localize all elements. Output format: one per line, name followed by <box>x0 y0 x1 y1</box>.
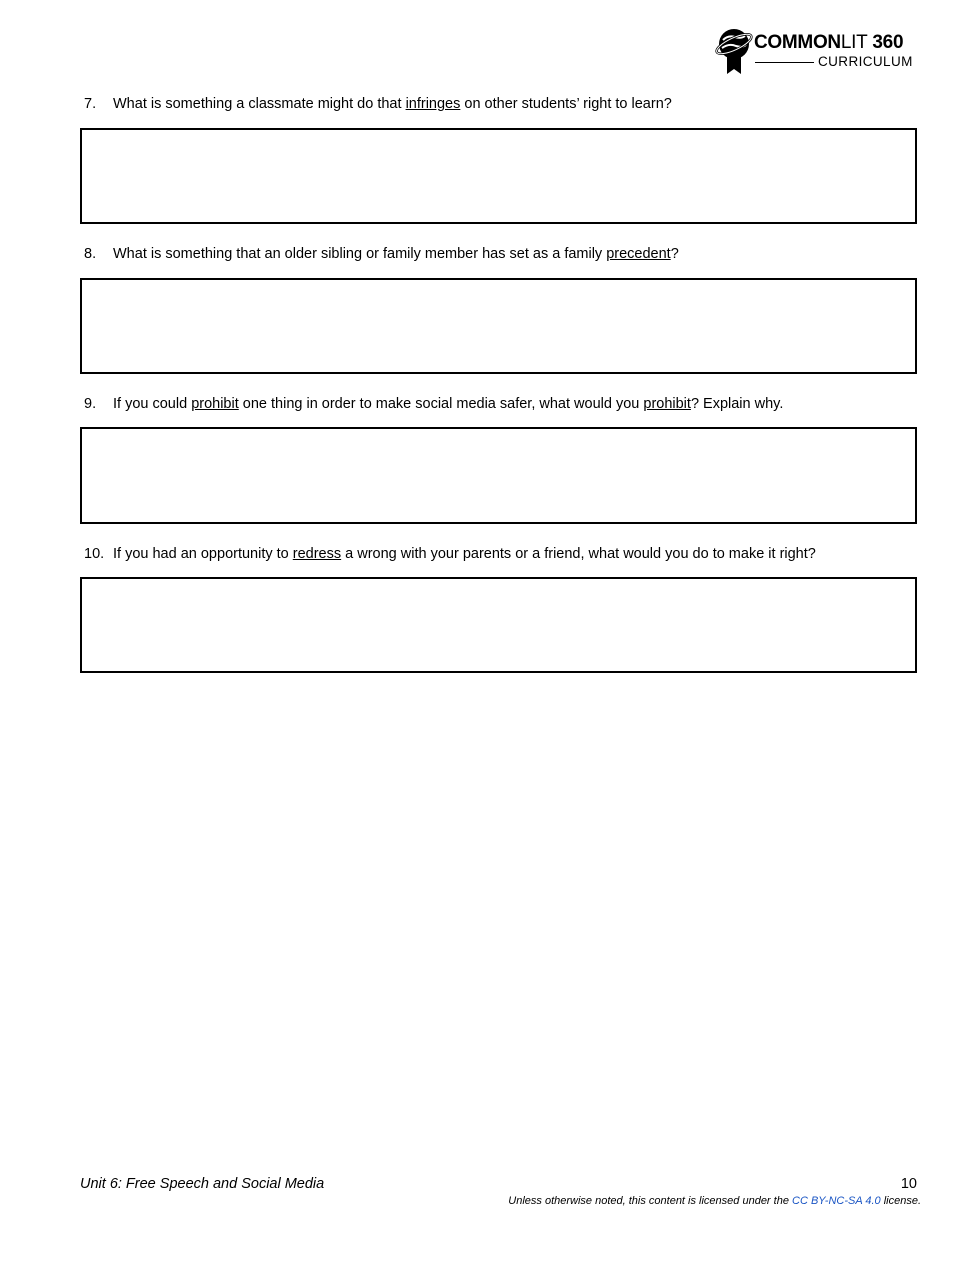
question-9 <box>84 394 783 414</box>
question-number: 9. <box>84 396 97 412</box>
unit-title: Unit 6: Free Speech and Social Media <box>80 1176 325 1192</box>
question-10 <box>84 544 816 564</box>
logo-brand-light: LIT <box>840 32 868 53</box>
question-text: If you had an opportunity to <box>113 546 293 562</box>
license-link[interactable]: CC BY-NC-SA 4.0 <box>792 1195 881 1207</box>
logo-wordmark <box>754 32 903 54</box>
logo-divider <box>755 62 814 63</box>
question-text: ? <box>670 246 679 262</box>
question-text: If you could <box>113 396 192 412</box>
question-8 <box>84 244 679 264</box>
logo-brand-number: 360 <box>872 32 904 53</box>
logo-subtitle: CURRICULUM <box>818 54 913 69</box>
license-notice <box>508 1193 921 1209</box>
vocab-term-prohibit: prohibit <box>191 396 239 412</box>
vocab-term-precedent: precedent <box>606 246 671 262</box>
license-text: Unless otherwise noted, this content is licensed under the <box>508 1195 792 1207</box>
answer-box-7[interactable] <box>80 128 917 224</box>
answer-box-9[interactable] <box>80 427 917 524</box>
vocab-term-infringes: infringes <box>405 96 461 112</box>
question-number: 7. <box>84 96 97 112</box>
vocab-term-redress: redress <box>292 546 342 562</box>
logo-brand-bold: COMMON <box>754 32 841 53</box>
question-text: on other students’ right to learn? <box>460 96 672 112</box>
question-text: ? Explain why. <box>690 396 784 412</box>
question-text: What is something that an older sibling or family member has set as a family <box>113 246 607 262</box>
question-text: a wrong with your parents or a friend, what would you do to make it right? <box>341 546 816 562</box>
license-text: license. <box>880 1195 921 1207</box>
answer-box-10[interactable] <box>80 577 917 673</box>
question-number: 8. <box>84 246 97 262</box>
question-text: What is something a classmate might do that <box>113 96 406 112</box>
question-7 <box>84 94 672 114</box>
globe-ribbon-icon <box>714 26 754 76</box>
question-number: 10. <box>84 546 105 562</box>
question-text: one thing in order to make social media safer, what would you <box>238 396 644 412</box>
answer-box-8[interactable] <box>80 278 917 374</box>
page-number: 10 <box>900 1176 917 1192</box>
commonlit-logo <box>712 26 922 76</box>
vocab-term-prohibit: prohibit <box>643 396 691 412</box>
